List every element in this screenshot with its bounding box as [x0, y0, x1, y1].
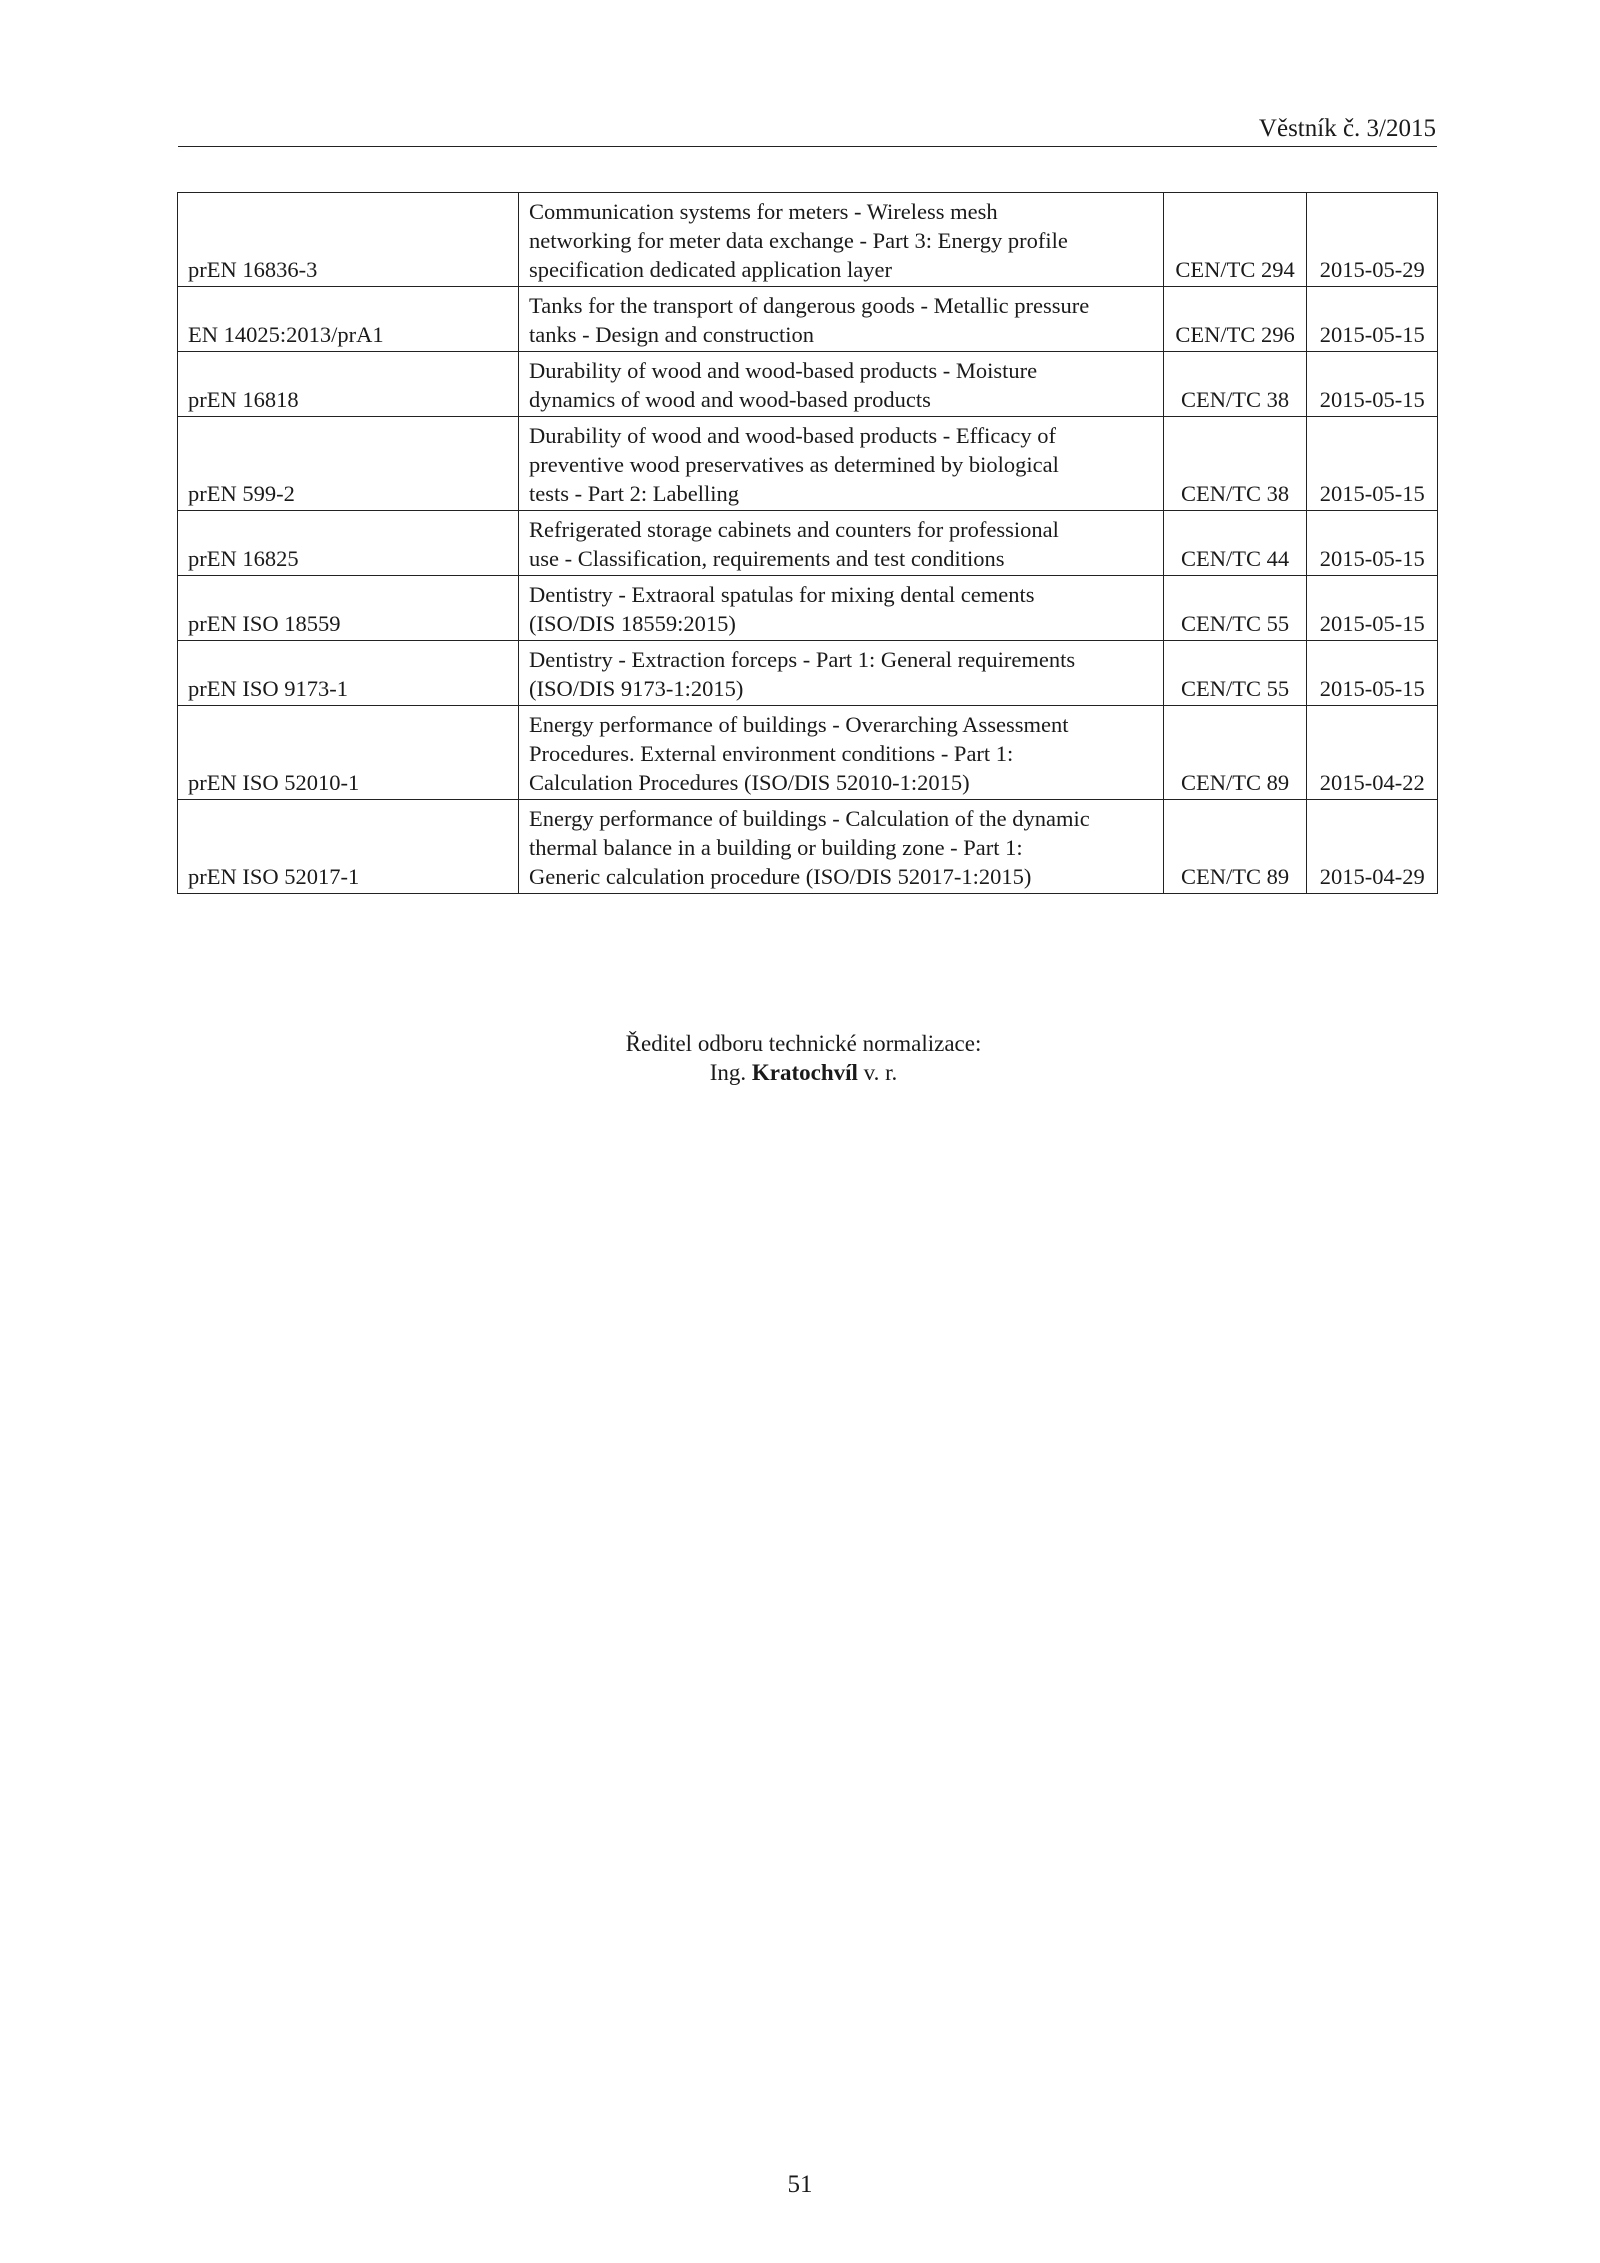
header-rule	[178, 146, 1437, 147]
standard-code-cell: EN 14025:2013/prA1	[178, 287, 519, 352]
signature-name-line	[0, 1058, 1600, 1087]
standard-title-line: Energy performance of buildings - Overarching Assessment	[529, 712, 1069, 737]
standard-title-line: preventive wood preservatives as determined by biological	[529, 452, 1059, 477]
technical-committee-cell: CEN/TC 38	[1163, 352, 1307, 417]
standard-title-line: Refrigerated storage cabinets and counters for professional	[529, 517, 1059, 542]
standard-title-cell	[519, 800, 1164, 894]
standard-title-line: (ISO/DIS 9173-1:2015)	[529, 676, 744, 701]
standard-title-line: use - Classification, requirements and test conditions	[529, 546, 1005, 571]
standard-code-cell: prEN ISO 9173-1	[178, 641, 519, 706]
standard-code-cell: prEN ISO 52010-1	[178, 706, 519, 800]
table-row	[178, 193, 1438, 287]
technical-committee-cell: CEN/TC 296	[1163, 287, 1307, 352]
signature-name: Kratochvíl	[751, 1060, 858, 1085]
table-row	[178, 706, 1438, 800]
deadline-date-cell: 2015-05-29	[1307, 193, 1438, 287]
standard-title-line: Communication systems for meters - Wireless mesh	[529, 199, 998, 224]
standard-title-line: Energy performance of buildings - Calculation of the dynamic	[529, 806, 1090, 831]
technical-committee-cell: CEN/TC 89	[1163, 706, 1307, 800]
table-row	[178, 800, 1438, 894]
standard-title-cell	[519, 352, 1164, 417]
signature-role: Ředitel odboru technické normalizace:	[625, 1031, 982, 1056]
technical-committee-cell: CEN/TC 89	[1163, 800, 1307, 894]
technical-committee-cell: CEN/TC 55	[1163, 641, 1307, 706]
table-row	[178, 576, 1438, 641]
technical-committee-cell: CEN/TC 44	[1163, 511, 1307, 576]
standards-table	[177, 192, 1438, 894]
standards-table-body	[178, 193, 1438, 894]
deadline-date-cell: 2015-05-15	[1307, 576, 1438, 641]
table-row	[178, 641, 1438, 706]
standard-title-cell	[519, 706, 1164, 800]
technical-committee-cell: CEN/TC 294	[1163, 193, 1307, 287]
table-row	[178, 352, 1438, 417]
standard-title-line: (ISO/DIS 18559:2015)	[529, 611, 736, 636]
signature-prefix: Ing.	[709, 1060, 747, 1085]
standard-title-line: Durability of wood and wood-based products - Efficacy of	[529, 423, 1056, 448]
standard-title-line: tanks - Design and construction	[529, 322, 814, 347]
deadline-date-cell: 2015-05-15	[1307, 417, 1438, 511]
standard-title-cell	[519, 193, 1164, 287]
standard-title-line: networking for meter data exchange - Part 3: Energy profile	[529, 228, 1068, 253]
table-row	[178, 287, 1438, 352]
page-header-title: Věstník č. 3/2015	[1258, 115, 1436, 142]
standard-code-cell: prEN ISO 18559	[178, 576, 519, 641]
standard-code-cell: prEN 16818	[178, 352, 519, 417]
standard-title-cell	[519, 641, 1164, 706]
standard-title-line: specification dedicated application layer	[529, 257, 893, 282]
deadline-date-cell: 2015-04-29	[1307, 800, 1438, 894]
standard-code-cell: prEN ISO 52017-1	[178, 800, 519, 894]
standard-title-line: Tanks for the transport of dangerous goods - Metallic pressure	[529, 293, 1090, 318]
signature-suffix: v. r.	[863, 1060, 898, 1085]
deadline-date-cell: 2015-05-15	[1307, 287, 1438, 352]
technical-committee-cell: CEN/TC 55	[1163, 576, 1307, 641]
standard-code-cell: prEN 599-2	[178, 417, 519, 511]
table-row	[178, 417, 1438, 511]
standard-title-line: thermal balance in a building or building zone - Part 1:	[529, 835, 1023, 860]
standard-title-line: Procedures. External environment conditions - Part 1:	[529, 741, 1014, 766]
standard-code-cell: prEN 16836-3	[178, 193, 519, 287]
deadline-date-cell: 2015-05-15	[1307, 352, 1438, 417]
page-number: 51	[787, 2171, 813, 2198]
signature-block	[0, 1029, 1600, 1087]
standard-title-cell	[519, 417, 1164, 511]
standard-title-cell	[519, 576, 1164, 641]
deadline-date-cell: 2015-05-15	[1307, 641, 1438, 706]
standard-title-line: Dentistry - Extraoral spatulas for mixing dental cements	[529, 582, 1035, 607]
technical-committee-cell: CEN/TC 38	[1163, 417, 1307, 511]
standard-title-line: Durability of wood and wood-based products - Moisture	[529, 358, 1038, 383]
standard-title-cell	[519, 511, 1164, 576]
deadline-date-cell: 2015-05-15	[1307, 511, 1438, 576]
deadline-date-cell: 2015-04-22	[1307, 706, 1438, 800]
standard-title-line: dynamics of wood and wood-based products	[529, 387, 931, 412]
standard-code-cell: prEN 16825	[178, 511, 519, 576]
standard-title-line: Dentistry - Extraction forceps - Part 1: General requirements	[529, 647, 1076, 672]
standard-title-line: Generic calculation procedure (ISO/DIS 52017-1:2015)	[529, 864, 1032, 889]
standard-title-line: Calculation Procedures (ISO/DIS 52010-1:2015)	[529, 770, 970, 795]
standard-title-line: tests - Part 2: Labelling	[529, 481, 740, 506]
standard-title-cell	[519, 287, 1164, 352]
table-row	[178, 511, 1438, 576]
